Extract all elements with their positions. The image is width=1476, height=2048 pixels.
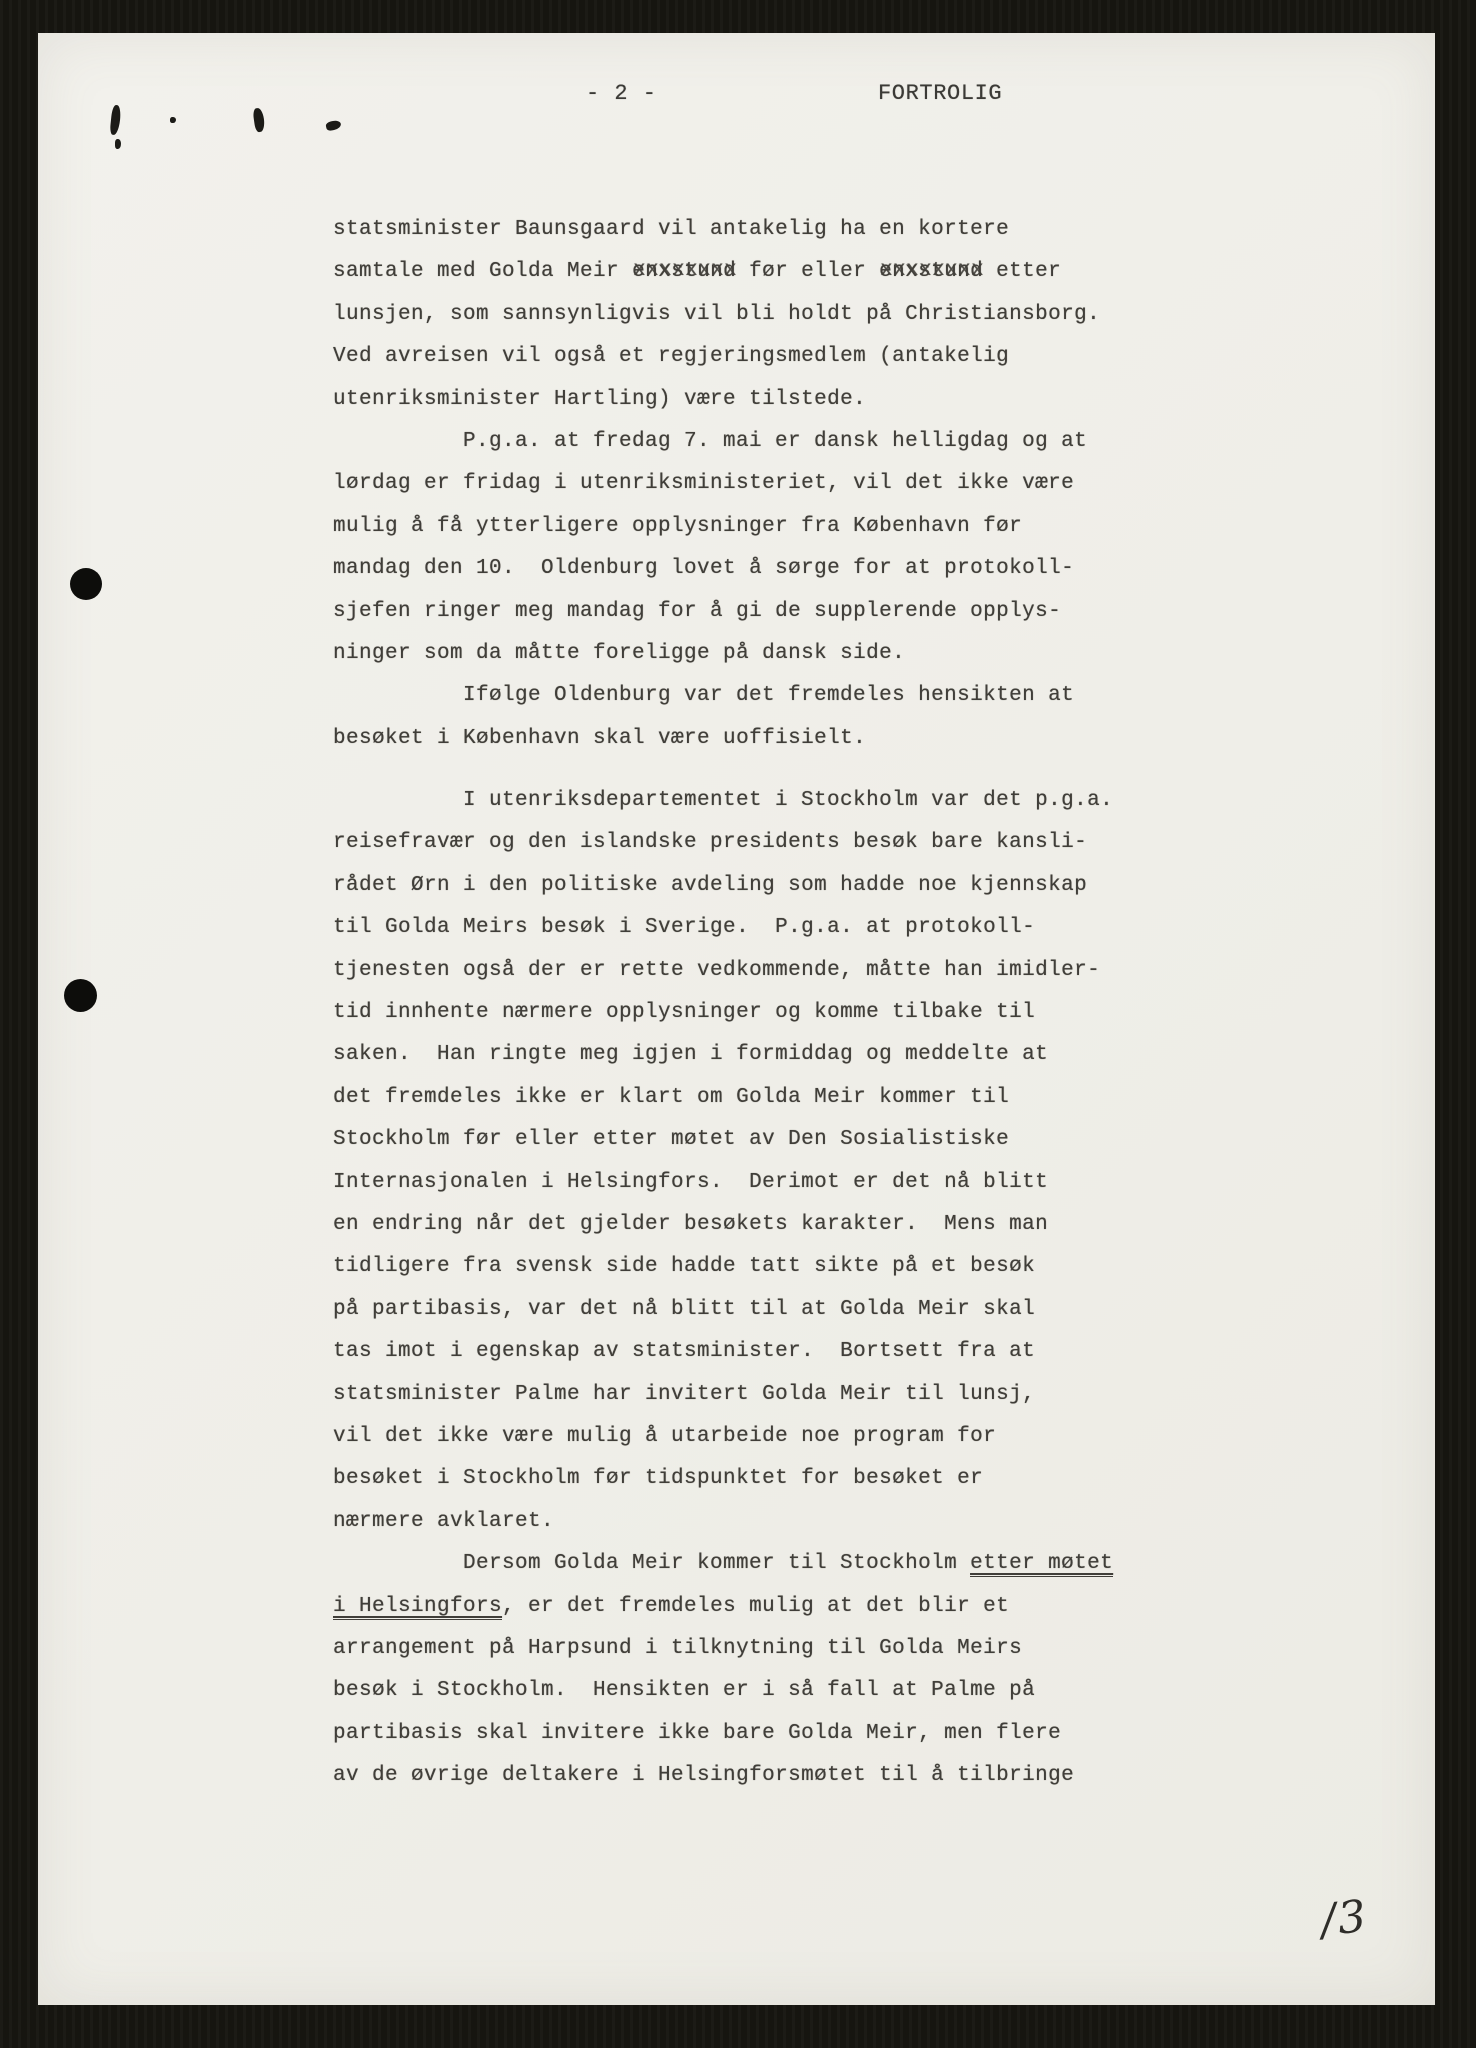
text-line	[333, 1416, 1393, 1458]
text-line	[333, 1713, 1393, 1755]
text-line	[333, 865, 1393, 907]
text-line	[333, 992, 1393, 1034]
text-line	[333, 633, 1393, 675]
text-line	[333, 336, 1393, 378]
text-segment: nærmere avklaret.	[333, 1509, 555, 1533]
text-line	[333, 1034, 1393, 1076]
text-segment: en endring når det gjelder besøkets karakter. Mens man	[333, 1212, 1049, 1236]
text-line	[333, 1374, 1393, 1416]
text-line	[333, 1289, 1393, 1331]
text-segment: P.g.a. at fredag 7. mai er dansk helligdag og at	[463, 429, 1088, 453]
struck-out-text: enxstund xxxxxxxx	[632, 251, 736, 293]
text-segment: saken. Han ringte meg igjen i formiddag og meddelte at	[333, 1043, 1049, 1067]
text-line	[333, 1119, 1393, 1161]
text-segment: lunsjen, som sannsynligvis vil bli holdt på Christiansborg.	[333, 302, 1101, 326]
text-segment: til Golda Meirs besøk i Sverige. P.g.a. at protokoll-	[333, 916, 1036, 940]
text-segment: statsminister Palme har invitert Golda Meir til lunsj,	[333, 1382, 1036, 1406]
text-segment: partibasis skal invitere ikke bare Golda Meir, men flere	[333, 1721, 1062, 1745]
text-line	[333, 1628, 1393, 1670]
text-segment: sjefen ringer meg mandag for å gi de supplerende opplys-	[333, 599, 1062, 623]
text-segment: Dersom Golda Meir kommer til Stockholm	[463, 1552, 971, 1576]
text-line	[333, 1458, 1393, 1500]
text-segment: Internasjonalen i Helsingfors. Derimot er det nå blitt	[333, 1170, 1049, 1194]
text-line	[333, 675, 1393, 717]
ink-speck	[325, 120, 342, 132]
text-segment: rådet Ørn i den politiske avdeling som hadde noe kjennskap	[333, 873, 1088, 897]
struck-out-text: enxstund xxxxxxxx	[879, 251, 983, 293]
text-segment: I utenriksdepartementet i Stockholm var det p.g.a.	[463, 789, 1114, 813]
page-number: - 2 -	[586, 81, 658, 106]
underlined-text: i Helsingfors	[333, 1594, 503, 1618]
ink-speck	[170, 117, 176, 123]
text-line	[333, 209, 1393, 251]
text-segment: arrangement på Harpsund i tilknytning til Golda Meirs	[333, 1636, 1023, 1660]
text-line	[333, 294, 1393, 336]
text-line	[333, 506, 1393, 548]
paper-sheet	[38, 33, 1435, 2005]
text-segment: mandag den 10. Oldenburg lovet å sørge for at protokoll-	[333, 557, 1075, 581]
text-segment: , er det fremdeles mulig at det blir et	[502, 1594, 1010, 1618]
text-segment: besøk i Stockholm. Hensikten er i så fall at Palme på	[333, 1679, 1036, 1703]
text-segment: tjenesten også der er rette vedkommende, måtte han imidler-	[333, 958, 1101, 982]
text-segment: vil det ikke være mulig å utarbeide noe program for	[333, 1424, 997, 1448]
text-segment: reisefravær og den islandske presidents besøk bare kansli-	[333, 831, 1088, 855]
text-segment: samtale med Golda Meir	[333, 260, 633, 284]
text-segment: statsminister Baunsgaard vil antakelig ha en kortere	[333, 218, 1010, 241]
text-line	[333, 548, 1393, 590]
handwritten-note: /3	[1318, 1890, 1371, 1947]
text-line	[333, 1204, 1393, 1246]
text-line	[333, 718, 1393, 760]
text-segment: besøket i København skal være uoffisielt.	[333, 726, 867, 750]
text-segment: Ifølge Oldenburg var det fremdeles hensikten at	[463, 684, 1075, 708]
text-line	[333, 1162, 1393, 1204]
ink-speck	[115, 139, 121, 149]
text-segment: etter	[983, 260, 1062, 284]
text-line	[333, 780, 1393, 822]
text-line	[333, 379, 1393, 421]
text-line	[333, 1670, 1393, 1712]
text-line	[333, 1331, 1393, 1373]
punch-hole	[70, 568, 102, 600]
text-line	[333, 1755, 1393, 1797]
text-line	[333, 1586, 1393, 1628]
text-segment: tas imot i egenskap av statsminister. Bortsett fra at	[333, 1340, 1036, 1364]
classification-label: FORTROLIG	[878, 81, 1003, 106]
text-line	[333, 1246, 1393, 1288]
text-segment: på partibasis, var det nå blitt til at Golda Meir skal	[333, 1297, 1036, 1321]
text-segment: ninger som da måtte foreligge på dansk side.	[333, 641, 906, 665]
text-line	[333, 591, 1393, 633]
text-segment: besøket i Stockholm før tidspunktet for besøket er	[333, 1467, 984, 1491]
text-line	[333, 1077, 1393, 1119]
text-segment: av de øvrige deltakere i Helsingforsmøtet til å tilbringe	[333, 1764, 1075, 1788]
text-segment: Ved avreisen vil også et regjeringsmedlem (antakelig	[333, 345, 1010, 369]
punch-hole	[64, 979, 97, 1012]
document-body	[333, 209, 1393, 1797]
underlined-text: etter møtet	[970, 1552, 1114, 1576]
text-line	[333, 950, 1393, 992]
ink-speck	[252, 107, 265, 132]
text-segment: tidligere fra svensk side hadde tatt sikte på et besøk	[333, 1255, 1036, 1279]
text-line	[333, 1501, 1393, 1543]
text-segment: utenriksminister Hartling) være tilstede.	[333, 387, 867, 411]
text-line	[333, 421, 1393, 463]
text-segment: lørdag er fridag i utenriksministeriet, vil det ikke være	[333, 472, 1075, 496]
text-line	[333, 251, 1393, 293]
text-segment: før eller	[736, 260, 880, 284]
text-line	[333, 463, 1393, 505]
text-line	[333, 822, 1393, 864]
text-line	[333, 907, 1393, 949]
text-segment: tid innhente nærmere opplysninger og komme tilbake til	[333, 1001, 1036, 1025]
text-segment: mulig å få ytterligere opplysninger fra København før	[333, 514, 1023, 538]
ink-speck	[109, 105, 121, 136]
text-segment: det fremdeles ikke er klart om Golda Meir kommer til	[333, 1085, 1010, 1109]
text-line	[333, 1543, 1393, 1585]
text-segment: Stockholm før eller etter møtet av Den Sosialistiske	[333, 1128, 1010, 1152]
